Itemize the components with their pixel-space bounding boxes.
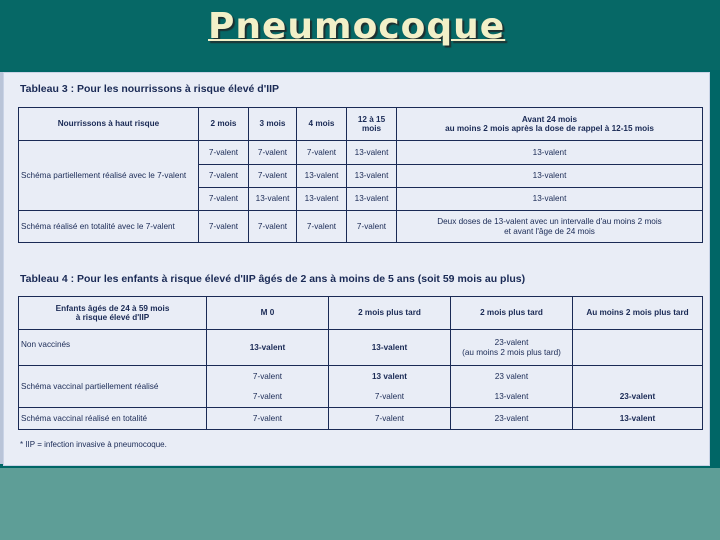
table-row [19, 366, 703, 387]
table4-title: Tableau 4 : Pour les enfants à risque élevé d'IIP âgés de 2 ans à moins de 5 ans (soit 59 mois au plus) [20, 273, 526, 285]
table4 [18, 296, 703, 430]
header-line: au moins 2 mois après la dose de rappel à 12-15 mois [445, 124, 654, 133]
table-cell: 13-valent [573, 408, 703, 430]
table3 [18, 107, 703, 243]
table4-header: 2 mois plus tard [451, 297, 573, 330]
table-row [19, 211, 703, 243]
table4-row-label: Non vaccinés [19, 330, 207, 366]
table4-header: Au moins 2 mois plus tard [573, 297, 703, 330]
header-line: 12 à 15 [357, 114, 386, 124]
footnote: * IIP = infection invasive à pneumocoque. [20, 440, 167, 449]
table4-row-label: Schéma vaccinal réalisé en totalité [19, 408, 207, 430]
table-cell: 13-valent [297, 188, 347, 211]
table3-row-label: Schéma partiellement réalisé avec le 7-valent [19, 141, 199, 211]
table-cell: 13-valent [347, 165, 397, 188]
cell-line: et avant l'âge de 24 mois [504, 226, 595, 236]
table-cell: 23 valent [451, 366, 573, 387]
table-cell: 7-valent [249, 211, 297, 243]
table-cell: 7-valent [199, 165, 249, 188]
table-cell: 7-valent [329, 408, 451, 430]
table-cell: 13-valent [249, 188, 297, 211]
header-line: Enfants âgés de 24 à 59 mois [55, 303, 170, 313]
table-cell: 7-valent [207, 408, 329, 430]
header-line: Avant 24 mois [521, 114, 578, 124]
table-cell: 13-valent [347, 188, 397, 211]
table3-row-label: Schéma réalisé en totalité avec le 7-valent [19, 211, 199, 243]
table-cell: 7-valent [347, 211, 397, 243]
table-cell [573, 330, 703, 366]
table3-header [397, 108, 703, 141]
table-cell: 13-valent [347, 141, 397, 165]
table-cell: 7-valent [297, 211, 347, 243]
slide-title: Pneumocoque [208, 6, 506, 47]
table-cell: 23-valent [573, 387, 703, 408]
table-cell: 7-valent [199, 188, 249, 211]
header-line: à risque élevé d'IIP [75, 313, 150, 322]
table-cell: 13-valent [397, 188, 703, 211]
table3-header: 4 mois [297, 108, 347, 141]
cell-line: 23-valent [494, 338, 529, 348]
title-bar [0, 0, 720, 70]
table4-header: 2 mois plus tard [329, 297, 451, 330]
table4-header-row [19, 297, 703, 330]
table-cell: 13-valent [297, 165, 347, 188]
table-cell: 7-valent [249, 165, 297, 188]
table3-title: Tableau 3 : Pour les nourrissons à risque élevé d'IIP [20, 83, 280, 95]
footer-band [0, 468, 720, 540]
table3-header: 2 mois [199, 108, 249, 141]
table-row [19, 141, 703, 165]
table-cell: 7-valent [329, 387, 451, 408]
table4-row-label: Schéma vaccinal partiellement réalisé [19, 366, 207, 408]
table-cell: 23-valent [451, 408, 573, 430]
cell-line: (au moins 2 mois plus tard) [462, 347, 561, 357]
table-cell: 13-valent [397, 141, 703, 165]
table-cell [397, 211, 703, 243]
table-cell: 13-valent [207, 330, 329, 366]
table-cell: 13-valent [397, 165, 703, 188]
table-cell [451, 330, 573, 366]
table-cell: 13-valent [451, 387, 573, 408]
table-row [19, 408, 703, 430]
table-cell: 7-valent [249, 141, 297, 165]
table4-header: M 0 [207, 297, 329, 330]
table-cell: 13 valent [329, 366, 451, 387]
cell-line: Deux doses de 13-valent avec un intervalle d'au moins 2 mois [437, 217, 662, 227]
table3-header [347, 108, 397, 141]
table-cell: 7-valent [199, 211, 249, 243]
table-row [19, 330, 703, 366]
table-cell: 7-valent [199, 141, 249, 165]
table-cell: 7-valent [207, 366, 329, 387]
table4-header [19, 297, 207, 330]
header-line: mois [361, 124, 382, 133]
table3-header-row [19, 108, 703, 141]
table-cell [573, 366, 703, 387]
table-cell: 7-valent [297, 141, 347, 165]
table3-header: 3 mois [249, 108, 297, 141]
table3-header: Nourrissons à haut risque [19, 108, 199, 141]
table-cell: 13-valent [329, 330, 451, 366]
table-cell: 7-valent [207, 387, 329, 408]
